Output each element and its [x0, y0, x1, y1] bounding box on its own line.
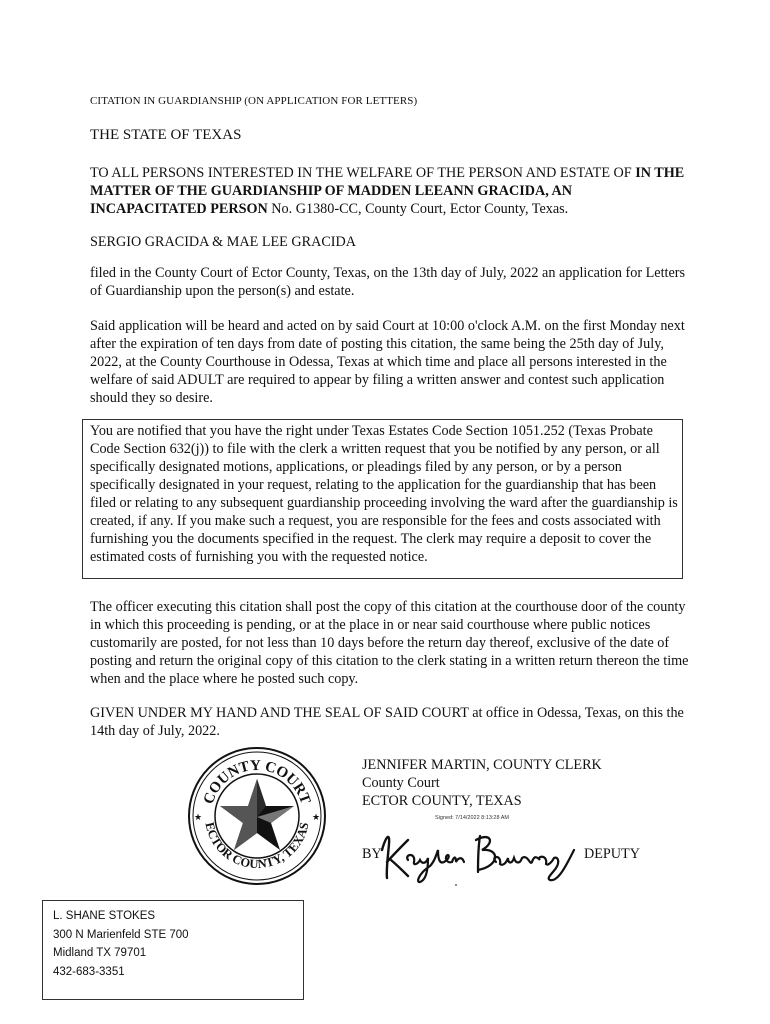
addressee-lead: TO ALL PERSONS INTERESTED IN THE WELFARE OF THE PERSON AND ESTATE OF: [90, 165, 632, 181]
seal-right-star: ★: [311, 812, 321, 822]
clerk-county: ECTOR COUNTY, TEXAS: [362, 793, 522, 809]
stray-mark: [455, 884, 457, 886]
notice-text: You are notified that you have the right under Texas Estates Code Section 1051.252 (Texas Probate Code Section 632(j)) to file with the clerk a written request that you be notified by any person, or all specifically designated motions, applications, or pleadings filed by any person, or by a person specifically designated in your request, relating to the application for the guardianship that has been filed or relating to any subsequent guardianship proceeding involving the ward after the guardianship is created, if any. If you make such a request, you are responsible for the fees and costs associated with furnishing you the documents specified in the request. The clerk may require a deposit to cover the estimated costs of furnishing you with the requested notice.: [90, 423, 678, 565]
signed-timestamp: Signed: 7/14/2022 8:13:28 AM: [435, 815, 510, 821]
notice-box: [82, 419, 683, 579]
deputy-signature: [378, 826, 583, 886]
attorney-city: Midland TX 79701: [53, 947, 147, 959]
case-number: No. G1380-CC, County Court, Ector County, Texas.: [267, 201, 569, 217]
clerk-name: JENNIFER MARTIN, COUNTY CLERK: [362, 757, 602, 773]
document-caption: CITATION IN GUARDIANSHIP (ON APPLICATION FOR LETTERS): [90, 95, 418, 107]
seal-left-star: ★: [193, 812, 203, 822]
seal-bottom-text: ECTOR COUNTY, TEXAS: [202, 821, 312, 872]
addressee-paragraph: [90, 164, 690, 218]
state-heading: THE STATE OF TEXAS: [90, 127, 242, 143]
case-title: IN THE MATTER OF THE GUARDIANSHIP OF MADDEN LEEANN GRACIDA, AN INCAPACITATED PERSON: [90, 165, 685, 217]
attorney-street: 300 N Marienfeld STE 700: [53, 928, 189, 941]
attorney-phone: 432-683-3351: [53, 965, 125, 978]
deputy-label: DEPUTY: [584, 846, 640, 862]
officer-paragraph: The officer executing this citation shall post the copy of this citation at the courthouse door of the county in which this proceeding is pending, or at the place in or near said courthouse where public notices customarily are posted, for not less than 10 days before the return day thereof, exclusive of the date of posting and return the original copy of this citation to the clerk stating in a written return thereon the time when and the place where he posted such copy.: [90, 599, 689, 687]
county-court-seal: [186, 745, 328, 887]
seal-top-text: COUNTY COURT: [200, 757, 314, 807]
clerk-block: [362, 756, 602, 810]
given-paragraph: GIVEN UNDER MY HAND AND THE SEAL OF SAID COURT at office in Odessa, Texas, on this the 14th day of July, 2022.: [90, 705, 684, 739]
hearing-paragraph: Said application will be heard and acted on by said Court at 10:00 o'clock A.M. on the first Monday next after the expiration of ten days from date of posting this citation, the same being the 25th day of July, 2022, at the County Courthouse in Odessa, Texas at which time and place all persons interested in the welfare of said ADULT are required to appear by filing a written answer and contest such application should they so desire.: [90, 318, 685, 406]
clerk-court: County Court: [362, 775, 440, 791]
filed-paragraph: filed in the County Court of Ector County, Texas, on the 13th day of July, 2022 an application for Letters of Guardianship upon the person(s) and estate.: [90, 265, 686, 299]
lone-star-icon: [220, 779, 294, 850]
attorney-name: L. SHANE STOKES: [53, 910, 156, 922]
by-label: BY: [362, 846, 382, 862]
attorney-address-box: [42, 900, 304, 1000]
applicants: SERGIO GRACIDA & MAE LEE GRACIDA: [90, 234, 357, 250]
